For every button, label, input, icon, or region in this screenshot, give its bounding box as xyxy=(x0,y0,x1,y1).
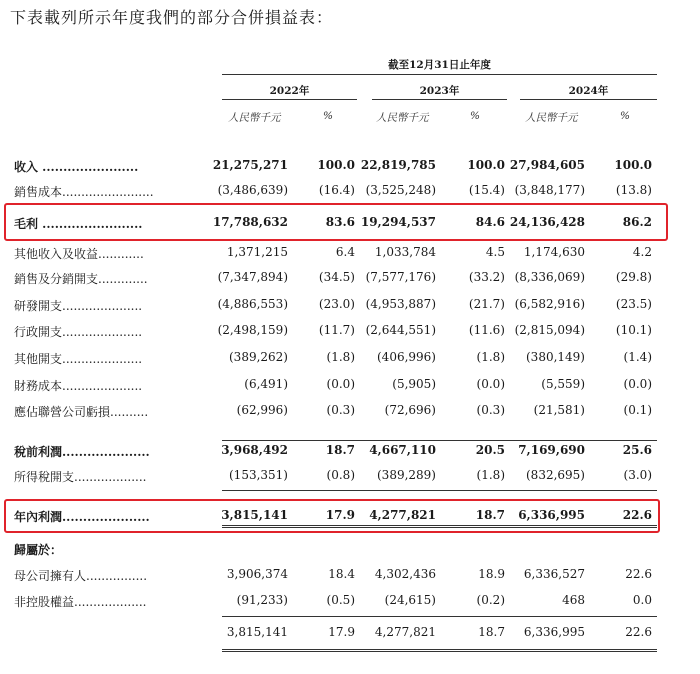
percent-cell: (0.0) xyxy=(623,377,652,391)
percent-cell: (29.8) xyxy=(615,270,652,284)
row-label: 其他收入及收益............ xyxy=(14,247,144,261)
row-label: 銷售及分銷開支............. xyxy=(14,272,148,286)
unit-pct: % xyxy=(323,110,333,122)
percent-cell: (0.8) xyxy=(326,468,355,482)
percent-cell: 20.5 xyxy=(475,443,505,457)
percent-cell: 22.6 xyxy=(622,508,652,522)
percent-cell: 83.6 xyxy=(325,215,355,229)
percent-cell: 17.9 xyxy=(328,625,355,639)
subtotal-rule xyxy=(222,616,657,617)
amount-cell: 1,033,784 xyxy=(374,245,436,259)
percent-cell: (0.3) xyxy=(476,403,505,417)
percent-cell: 22.6 xyxy=(625,567,652,581)
year-2023: 2023年 xyxy=(419,85,460,97)
percent-cell: 25.6 xyxy=(622,443,652,457)
year-rule xyxy=(372,99,507,100)
amount-cell: 1,174,630 xyxy=(523,245,585,259)
unit-pct: % xyxy=(620,110,630,122)
amount-cell: 27,984,605 xyxy=(509,158,585,172)
table-row xyxy=(0,443,700,463)
year-rule xyxy=(222,99,357,100)
table-row xyxy=(0,468,700,488)
table-row xyxy=(0,403,700,423)
table-row xyxy=(0,593,700,613)
year-2024: 2024年 xyxy=(568,85,609,97)
amount-cell: (72,696) xyxy=(384,403,436,417)
amount-cell: 4,277,821 xyxy=(369,508,436,522)
amount-cell: (8,336,069) xyxy=(514,270,585,284)
row-label: 稅前利潤..................... xyxy=(14,445,150,459)
amount-cell: (2,498,159) xyxy=(217,323,288,337)
header-rule xyxy=(222,74,657,75)
table-row xyxy=(0,625,700,645)
percent-cell: 100.0 xyxy=(614,158,652,172)
percent-cell: 86.2 xyxy=(622,215,652,229)
amount-cell: (2,644,551) xyxy=(365,323,436,337)
percent-cell: (11.7) xyxy=(318,323,355,337)
row-label: 年內利潤..................... xyxy=(14,510,150,524)
row-label: 財務成本..................... xyxy=(14,379,143,393)
amount-cell: 3,815,141 xyxy=(226,625,288,639)
amount-cell: (406,996) xyxy=(377,350,436,364)
unit-amount: 人民幣千元 xyxy=(376,112,429,124)
amount-cell: (380,149) xyxy=(526,350,585,364)
table-row xyxy=(0,183,700,203)
amount-cell: (3,848,177) xyxy=(514,183,585,197)
row-label: 其他開支..................... xyxy=(14,352,143,366)
row-label: 銷售成本........................ xyxy=(14,185,154,199)
table-row xyxy=(0,323,700,343)
percent-cell: (1.8) xyxy=(476,468,505,482)
percent-cell: (0.1) xyxy=(623,403,652,417)
percent-cell: 4.5 xyxy=(485,245,505,259)
percent-cell: (23.5) xyxy=(615,297,652,311)
total-rule xyxy=(222,649,657,650)
row-label: 收入 ....................... xyxy=(14,160,139,174)
amount-cell: (6,491) xyxy=(244,377,288,391)
amount-cell: 22,819,785 xyxy=(360,158,436,172)
total-rule xyxy=(222,651,657,652)
attributable-to-heading: 歸屬於： xyxy=(14,543,63,557)
subtotal-rule xyxy=(222,440,657,441)
period-header: 截至12月31日止年度 xyxy=(388,59,491,71)
subtotal-rule xyxy=(222,490,657,491)
row-label: 應佔聯營公司虧損.......... xyxy=(14,405,149,419)
percent-cell: (10.1) xyxy=(615,323,652,337)
amount-cell: (3,486,639) xyxy=(217,183,288,197)
amount-cell: 4,667,110 xyxy=(369,443,436,457)
percent-cell: (0.3) xyxy=(326,403,355,417)
amount-cell: 21,275,271 xyxy=(212,158,288,172)
percent-cell: 18.4 xyxy=(328,567,355,581)
amount-cell: (6,582,916) xyxy=(514,297,585,311)
percent-cell: (3.0) xyxy=(623,468,652,482)
percent-cell: 22.6 xyxy=(625,625,652,639)
amount-cell: 17,788,632 xyxy=(212,215,288,229)
amount-cell: 7,169,690 xyxy=(518,443,585,457)
amount-cell: 1,371,215 xyxy=(226,245,288,259)
amount-cell: (3,525,248) xyxy=(365,183,436,197)
amount-cell: 19,294,537 xyxy=(360,215,436,229)
row-label: 所得稅開支................... xyxy=(14,470,147,484)
table-row xyxy=(0,567,700,587)
percent-cell: 4.2 xyxy=(632,245,652,259)
percent-cell: (13.8) xyxy=(615,183,652,197)
percent-cell: 100.0 xyxy=(467,158,505,172)
amount-cell: 3,968,492 xyxy=(221,443,288,457)
percent-cell: (34.5) xyxy=(318,270,355,284)
percent-cell: (0.0) xyxy=(476,377,505,391)
percent-cell: (15.4) xyxy=(468,183,505,197)
amount-cell: (7,577,176) xyxy=(365,270,436,284)
amount-cell: (4,886,553) xyxy=(217,297,288,311)
table-row xyxy=(0,350,700,370)
percent-cell: 17.9 xyxy=(325,508,355,522)
amount-cell: 3,815,141 xyxy=(221,508,288,522)
row-label: 母公司擁有人................ xyxy=(14,569,148,583)
amount-cell: (4,953,887) xyxy=(365,297,436,311)
unit-pct: % xyxy=(470,110,480,122)
percent-cell: 18.7 xyxy=(478,625,505,639)
row-label: 毛利 ........................ xyxy=(14,217,143,231)
gross-profit-highlight-box xyxy=(4,203,668,241)
year-2022: 2022年 xyxy=(269,85,310,97)
unit-amount: 人民幣千元 xyxy=(525,112,578,124)
percent-cell: 0.0 xyxy=(632,593,652,607)
row-label: 研發開支..................... xyxy=(14,299,143,313)
amount-cell: (832,695) xyxy=(526,468,585,482)
profit-for-year-highlight-box xyxy=(4,499,660,533)
year-rule xyxy=(520,99,657,100)
amount-cell: (389,289) xyxy=(377,468,436,482)
table-row xyxy=(0,158,700,178)
amount-cell: (5,905) xyxy=(392,377,436,391)
percent-cell: (11.6) xyxy=(468,323,505,337)
amount-cell: 4,277,821 xyxy=(374,625,436,639)
table-row xyxy=(0,297,700,317)
table-row xyxy=(0,245,700,265)
amount-cell: (153,351) xyxy=(229,468,288,482)
row-label: 行政開支..................... xyxy=(14,325,143,339)
amount-cell: 3,906,374 xyxy=(226,567,288,581)
percent-cell: 6.4 xyxy=(335,245,355,259)
table-row xyxy=(0,270,700,290)
percent-cell: (1.8) xyxy=(476,350,505,364)
table-row xyxy=(0,377,700,397)
unit-amount: 人民幣千元 xyxy=(228,112,281,124)
amount-cell: (91,233) xyxy=(236,593,288,607)
intro-text: 下表載列所示年度我們的部分合併損益表： xyxy=(10,8,334,27)
amount-cell: 6,336,995 xyxy=(518,508,585,522)
percent-cell: (0.5) xyxy=(326,593,355,607)
percent-cell: (23.0) xyxy=(318,297,355,311)
amount-cell: (2,815,094) xyxy=(514,323,585,337)
percent-cell: 18.7 xyxy=(325,443,355,457)
percent-cell: 18.7 xyxy=(475,508,505,522)
amount-cell: (21,581) xyxy=(533,403,585,417)
amount-cell: 6,336,527 xyxy=(523,567,585,581)
percent-cell: (16.4) xyxy=(318,183,355,197)
amount-cell: (7,347,894) xyxy=(217,270,288,284)
percent-cell: (0.2) xyxy=(476,593,505,607)
amount-cell: (389,262) xyxy=(229,350,288,364)
percent-cell: 18.9 xyxy=(478,567,505,581)
percent-cell: (1.8) xyxy=(326,350,355,364)
percent-cell: (21.7) xyxy=(468,297,505,311)
row-label: 非控股權益................... xyxy=(14,595,147,609)
percent-cell: 84.6 xyxy=(475,215,505,229)
percent-cell: (1.4) xyxy=(623,350,652,364)
percent-cell: (0.0) xyxy=(326,377,355,391)
amount-cell: (62,996) xyxy=(236,403,288,417)
amount-cell: 6,336,995 xyxy=(523,625,585,639)
percent-cell: 100.0 xyxy=(317,158,355,172)
amount-cell: (5,559) xyxy=(541,377,585,391)
amount-cell: (24,615) xyxy=(384,593,436,607)
amount-cell: 468 xyxy=(562,593,585,607)
percent-cell: (33.2) xyxy=(468,270,505,284)
amount-cell: 24,136,428 xyxy=(509,215,585,229)
amount-cell: 4,302,436 xyxy=(374,567,436,581)
